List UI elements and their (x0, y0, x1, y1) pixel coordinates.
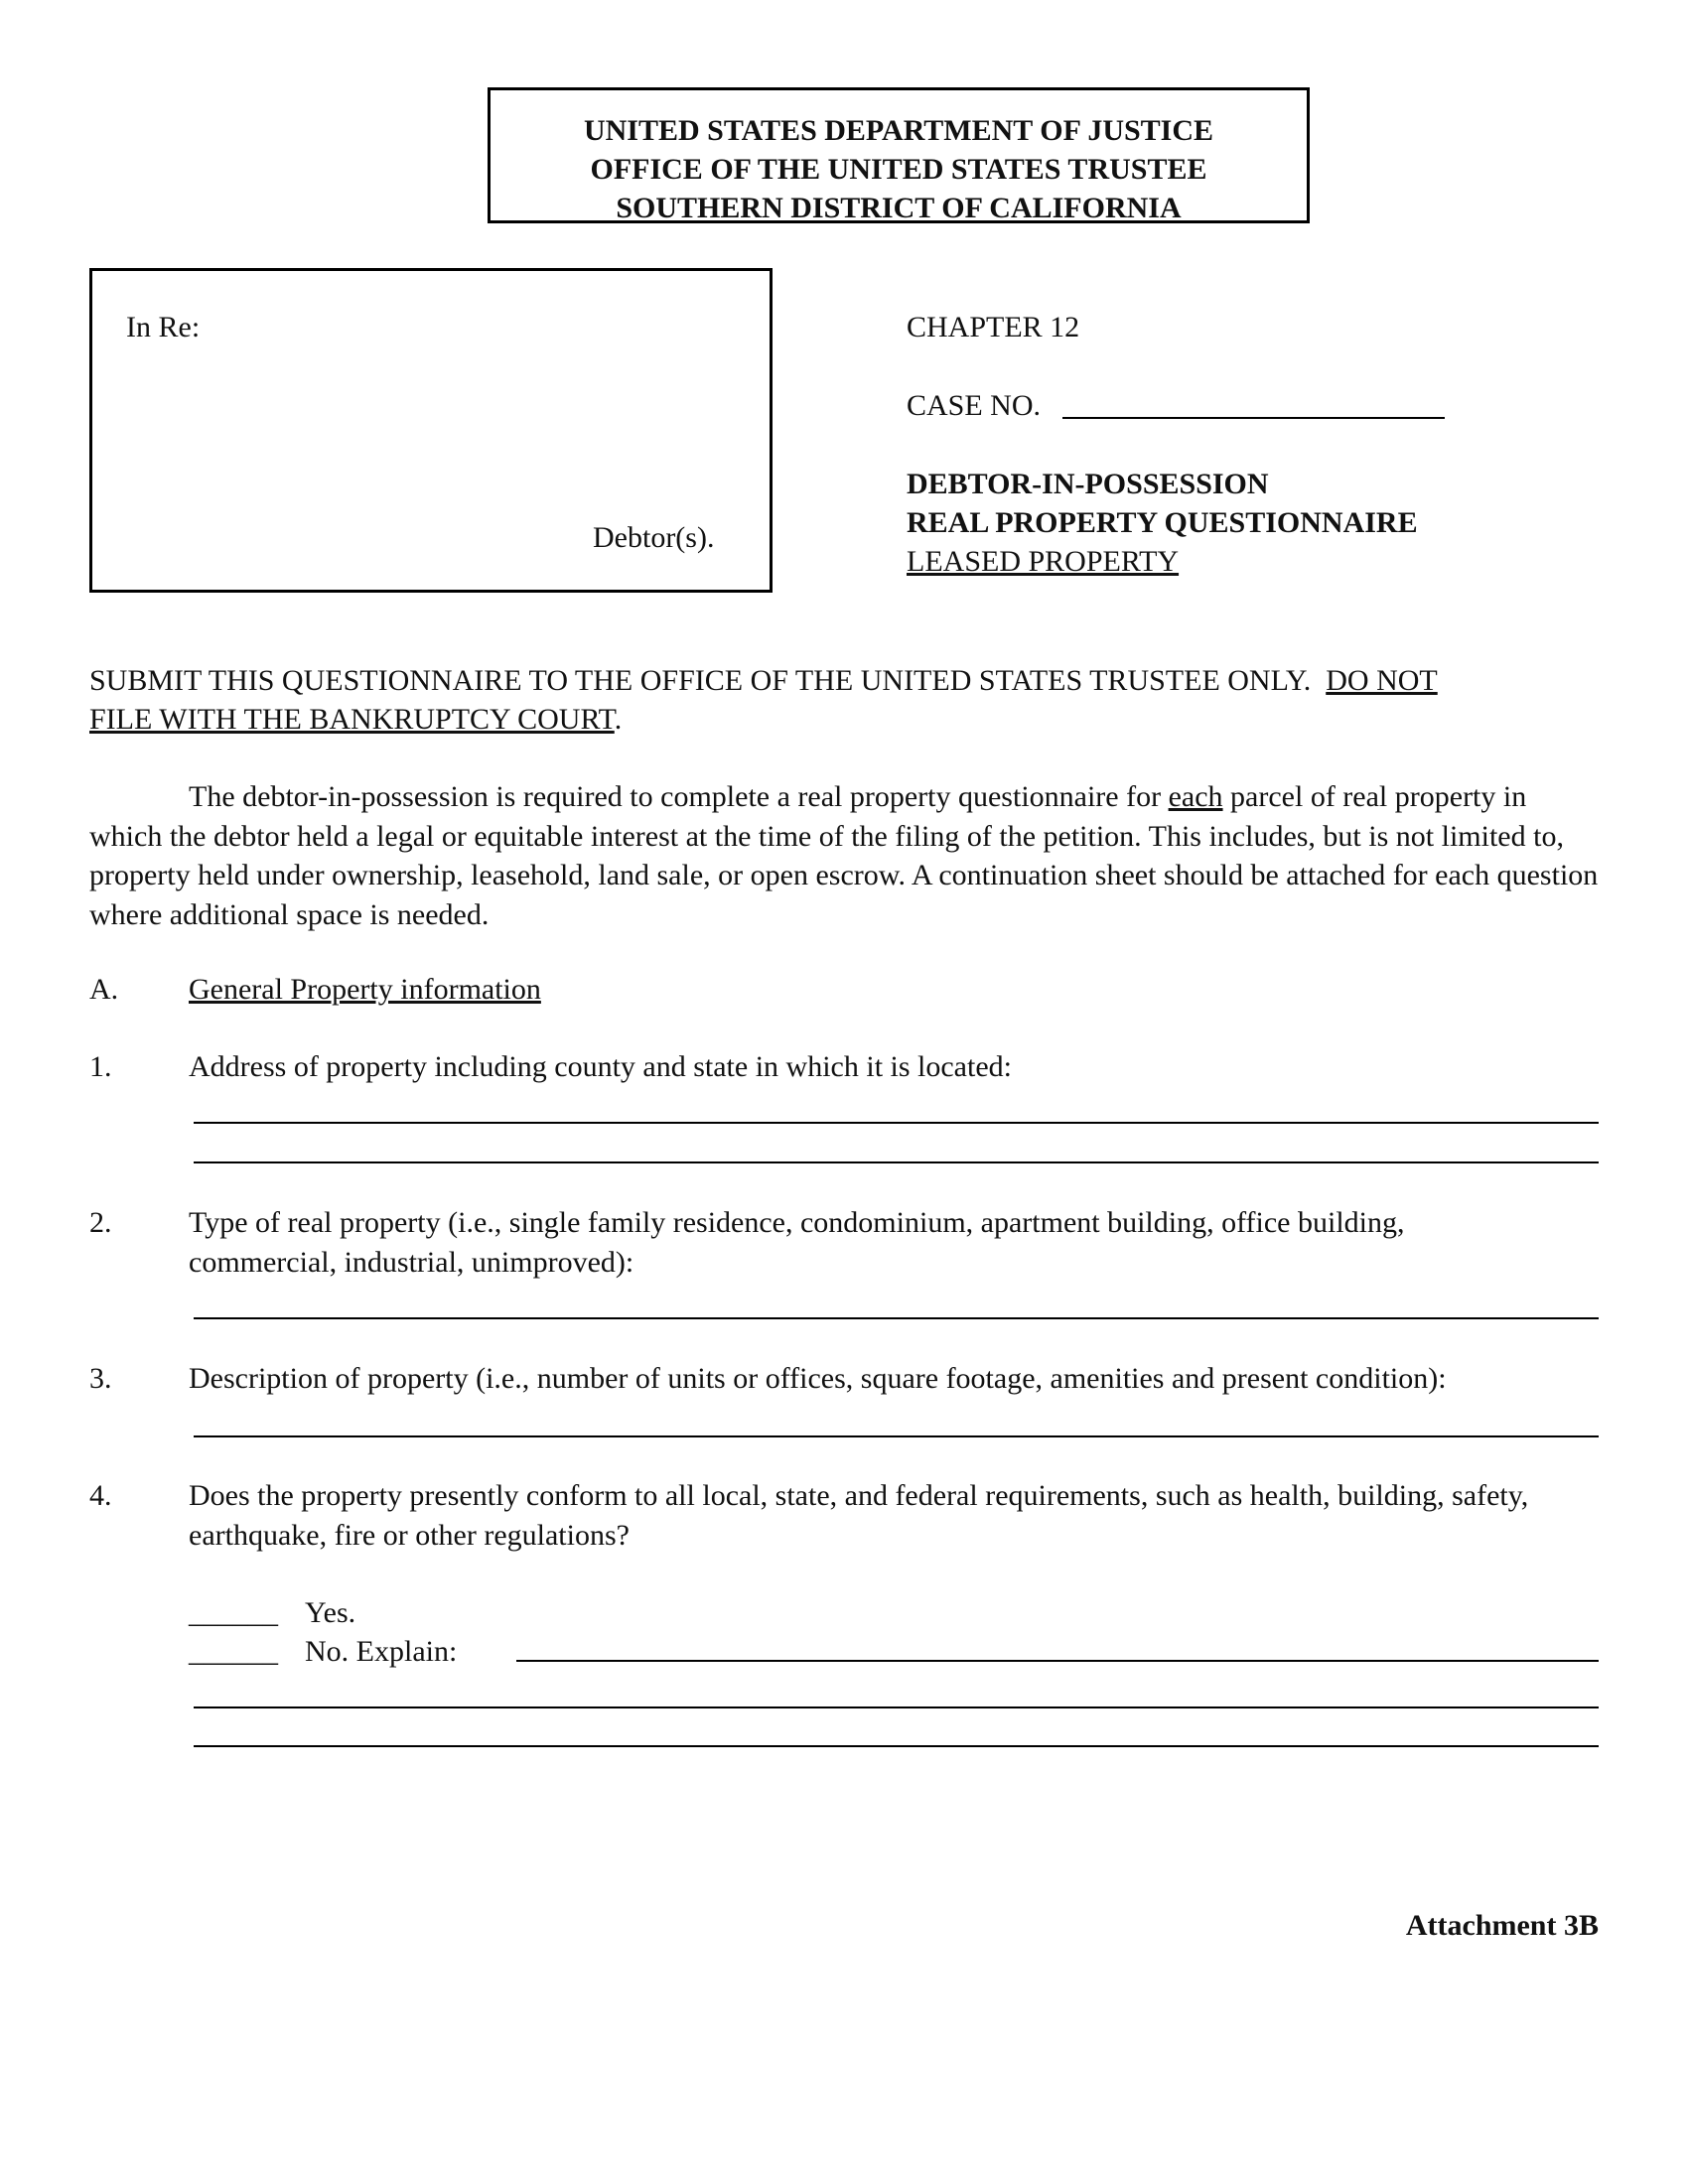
case-number-field[interactable] (1062, 417, 1445, 419)
question-3-text: Description of property (i.e., number of units or offices, square footage, amenities and present condition): (189, 1362, 1447, 1395)
paragraph-text-end: parcel of real property in which the debtor held a legal or equitable interest at the time of the filing of the petition. This includes, but is not limited to, property held under ownership, leasehold, land sale, or open escrow. A continuation sheet should be attached for each question where additional space is needed. (89, 780, 1599, 931)
yes-option-label: Yes. (305, 1596, 356, 1629)
question-3-answer-line[interactable] (194, 1435, 1599, 1437)
do-not-file-warning-line-1: DO NOT (1326, 664, 1438, 697)
yes-blank[interactable]: ______ (189, 1596, 278, 1629)
chapter-label: CHAPTER 12 (907, 311, 1080, 343)
agency-header-line-3: SOUTHERN DISTRICT OF CALIFORNIA (616, 192, 1182, 224)
section-a-letter: A. (89, 973, 119, 1006)
debtors-label: Debtor(s). (593, 521, 715, 554)
agency-header-line-2: OFFICE OF THE UNITED STATES TRUSTEE (590, 153, 1207, 186)
question-2-number: 2. (89, 1206, 112, 1239)
agency-header-line-1: UNITED STATES DEPARTMENT OF JUSTICE (583, 114, 1214, 147)
attachment-label: Attachment 3B (1405, 1909, 1599, 1942)
question-1-answer-line-1[interactable] (194, 1122, 1599, 1124)
explain-answer-line-2[interactable] (194, 1706, 1599, 1708)
question-1-number: 1. (89, 1050, 112, 1083)
paragraph-text-start: The debtor-in-possession is required to complete a real property questionnaire for (189, 780, 1169, 813)
agency-header-box (488, 87, 1310, 223)
do-not-file-warning-line-2: FILE WITH THE BANKRUPTCY COURT (89, 703, 615, 736)
form-title-line-1: DEBTOR-IN-POSSESSION (907, 468, 1269, 500)
form-subtitle: LEASED PROPERTY (907, 545, 1180, 578)
question-2-answer-line[interactable] (194, 1317, 1599, 1319)
question-1-text: Address of property including county and state in which it is located: (189, 1050, 1012, 1083)
explain-answer-line-3[interactable] (194, 1745, 1599, 1747)
no-blank[interactable]: ______ (189, 1635, 278, 1668)
submit-instruction (89, 661, 1599, 739)
section-a-title: General Property information (189, 973, 541, 1006)
question-1-answer-line-2[interactable] (194, 1161, 1599, 1163)
question-4-text: Does the property presently conform to all local, state, and federal requirements, such as health, building, safety, earthquake, fire or other regulations? (189, 1479, 1529, 1552)
question-2-text: Type of real property (i.e., single family residence, condominium, apartment building, office building, commercial, industrial, unimproved): (189, 1206, 1405, 1279)
submit-text: SUBMIT THIS QUESTIONNAIRE TO THE OFFICE OF THE UNITED STATES TRUSTEE ONLY. (89, 664, 1312, 697)
warning-period: . (614, 703, 623, 736)
no-explain-label: No. Explain: (305, 1635, 458, 1668)
question-3-number: 3. (89, 1362, 112, 1395)
paragraph-emphasis-each: each (1168, 780, 1223, 813)
explain-answer-line-1[interactable] (516, 1660, 1599, 1662)
case-number-label: CASE NO. (907, 389, 1042, 422)
question-4-number: 4. (89, 1479, 112, 1512)
in-re-label: In Re: (126, 311, 201, 343)
instructions-paragraph (89, 777, 1599, 934)
form-title-line-2: REAL PROPERTY QUESTIONNAIRE (907, 506, 1418, 539)
